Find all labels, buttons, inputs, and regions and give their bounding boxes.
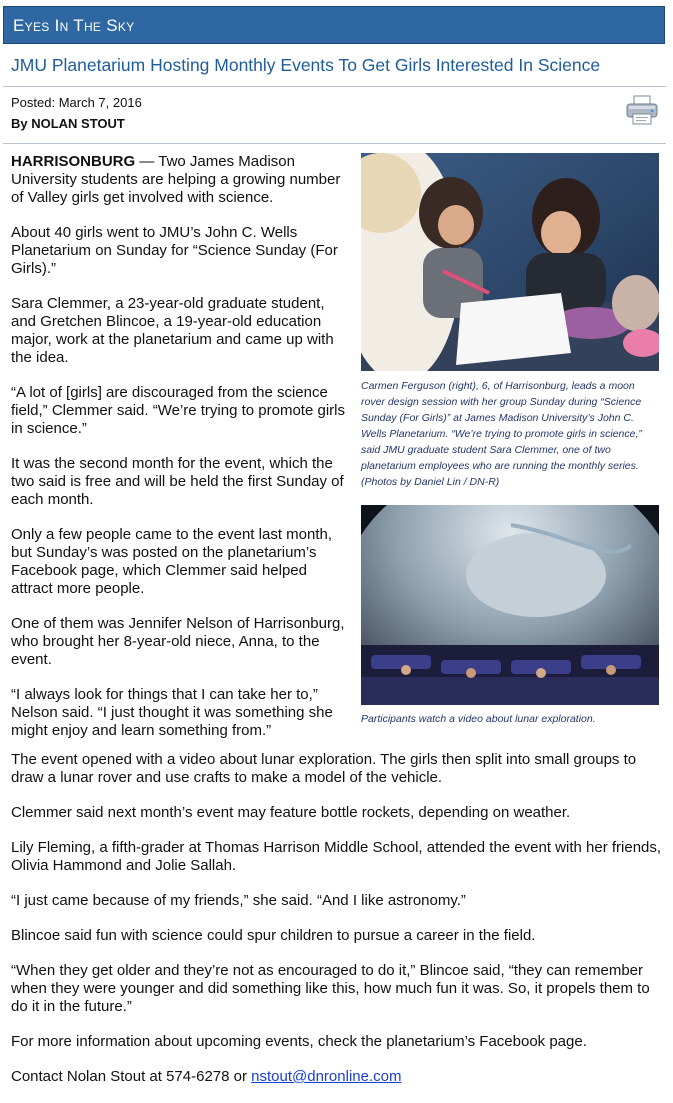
contact-line	[11, 1068, 663, 1086]
section-title: Eyes In The Sky	[13, 16, 135, 35]
printer-icon[interactable]	[625, 94, 659, 126]
paragraph: One of them was Jennifer Nelson of Harrisonburg, who brought her 8-year-old niece, Anna, to the event.	[11, 615, 345, 668]
photo-girls-drawing	[361, 153, 659, 371]
divider	[3, 143, 666, 144]
paragraph: “When they get older and they’re not as encouraged to do it,” Blincoe said, “they can remember when they were younger and did something like this, how much fun it was. So, it propels them to do it in the future.”	[11, 962, 650, 1015]
lead-text: — Two James Madison University students are helping a growing number of Valley girls get involved with science.	[11, 153, 341, 206]
paragraph: Lily Fleming, a fifth-grader at Thomas Harrison Middle School, attended the event with her friends, Olivia Hammond and Jolie Sallah.	[11, 839, 662, 874]
paragraph: Only a few people came to the event last month, but Sunday’s was posted on the planetarium’s Facebook page, which Clemmer said helped attract more people.	[11, 526, 333, 597]
paragraph: The event opened with a video about lunar exploration. The girls then split into small groups to draw a lunar rover and use crafts to make a model of the vehicle.	[11, 751, 637, 786]
photo-caption: Carmen Ferguson (right), 6, of Harrisonburg, leads a moon rover design session with her group Sunday during “Science Sunday (For Girls)” at James Madison University’s John C. Wells Planetarium. “We’re trying to promote girls in science,” said JMU graduate student Sara Clemmer, one of two planetarium employees who are running the monthly series. (Photos by Daniel Lin / DN-R)	[361, 380, 642, 488]
section-banner	[3, 6, 665, 44]
dateline: HARRISONBURG	[11, 153, 136, 170]
byline: By NOLAN STOUT	[11, 116, 125, 131]
paragraph: “I just came because of my friends,” she said. “And I like astronomy.”	[11, 892, 466, 909]
posted-date: Posted: March 7, 2016	[11, 95, 142, 110]
paragraph: “A lot of [girls] are discouraged from the science field,” Clemmer said. “We’re trying to promote girls in science.”	[11, 384, 345, 437]
paragraph: It was the second month for the event, which the two said is free and will be held the first Sunday of each month.	[11, 455, 344, 508]
paragraph: “I always look for things that I can take her to,” Nelson said. “I just thought it was something she might enjoy and learn something from.”	[11, 686, 333, 739]
article-body-bottom	[11, 751, 663, 1103]
paragraph: Clemmer said next month’s event may feature bottle rockets, depending on weather.	[11, 804, 571, 821]
photo-planetarium-dome	[361, 505, 659, 705]
contact-email-link[interactable]: nstout@dnronline.com	[251, 1068, 402, 1085]
divider	[3, 86, 666, 87]
paragraph: About 40 girls went to JMU’s John C. Wells Planetarium on Sunday for “Science Sunday (For Girls).”	[11, 224, 338, 277]
paragraph: Blincoe said fun with science could spur children to pursue a career in the field.	[11, 927, 536, 944]
contact-text: Contact Nolan Stout at 574-6278 or	[11, 1068, 252, 1085]
photo-caption: Participants watch a video about lunar exploration.	[361, 713, 596, 725]
article-headline: JMU Planetarium Hosting Monthly Events To Get Girls Interested In Science	[11, 55, 601, 75]
article-body-top	[11, 153, 345, 757]
paragraph: For more information about upcoming events, check the planetarium’s Facebook page.	[11, 1033, 587, 1050]
lead-paragraph	[11, 153, 345, 207]
paragraph: Sara Clemmer, a 23-year-old graduate student, and Gretchen Blincoe, a 19-year-old education major, work at the planetarium and came up with the idea.	[11, 295, 334, 366]
